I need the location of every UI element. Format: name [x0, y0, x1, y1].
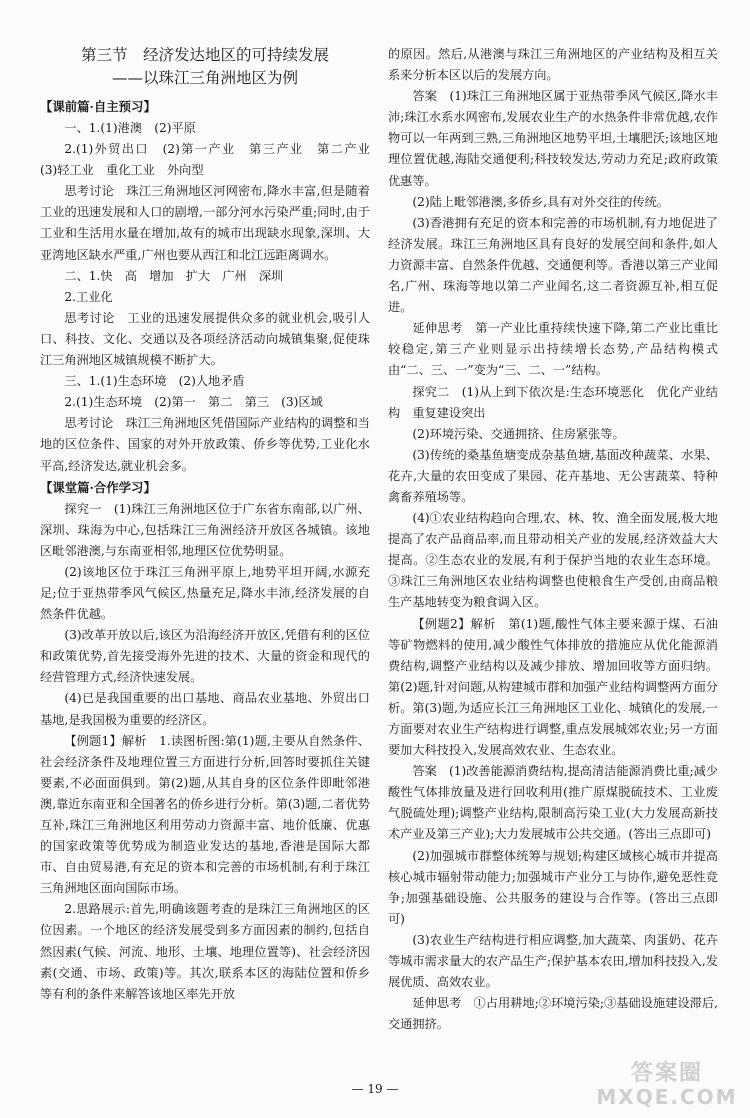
paragraph: (3)传统的桑基鱼塘变成杂基鱼塘,基面改种蔬菜、水果、花卉,大量的农田变成了果园、花卉基地、无公害蔬菜、特种禽畜养殖场等。 [388, 447, 718, 504]
section-title: 第三节 经济发达地区的可持续发展 [80, 46, 329, 64]
paragraph: (2)加强城市群整体统筹与规划;构建区域核心城市并提高核心城市辐射带动能力;加强城市产业分工与协作,避免恶性竞争;加强基础设施、公共服务的建设与合作等。(答出三点即可) [388, 848, 718, 926]
paragraph: (4)已是我国重要的出口基地、商品农业基地、外贸出口基地,是我国极为重要的经济区。 [40, 691, 370, 727]
paragraph: 二、1.快 高 增加 扩大 广州 深圳 [64, 268, 284, 283]
paragraph: (2)环境污染、交通拥挤、住房紧张等。 [412, 426, 625, 441]
paragraph: 的原因。然后,从港澳与珠江三角洲地区的产业结构及相互关系来分析本区以后的发展方向。 [388, 47, 718, 83]
paragraph: 一、1.(1)港澳 (2)平原 [64, 121, 196, 135]
paragraph: (3)改革开放以后,该区为沿海经济开放区,凭借有利的区位和政策优势,首先接受海外先进的技术、大量的资金和现代的经营管理方式,经济快速发展。 [40, 628, 370, 685]
paragraph: 【例题1】解析 1.读图析图:第(1)题,主要从自然条件、社会经济条件及地理位置三方面进行分析,回答时要抓住关键要素,不必面面俱到。第(2)题,从其自身的区位条件即毗邻港澳,靠近东南亚和全国著名的侨乡进行分析。第(3)题,二者优势互补,珠江三角洲地区利用劳动力资源丰富、地价低廉、优惠的国家政策等优势成为制造业发达的基地,香港是国际大都市、自由贸易港,有充足的资本和完善的市场机制,有利于珠江三角洲地区面向国际市场。 [40, 733, 370, 896]
paragraph: 延伸思考 ①占用耕地;②环境污染;③基础设施建设滞后,交通拥挤。 [388, 996, 718, 1032]
paragraph: 探究一 (1)珠江三角洲地区位于广东省东南部,以广州、深圳、珠海为中心,包括珠江三角洲经济开放区各城镇。该地区毗邻港澳,与东南亚相邻,地理区位优势明显。 [40, 501, 370, 558]
paragraph: 思考讨论 珠江三角洲地区凭借国际产业结构的调整和当地的区位条件、国家的对外开放政策、侨乡等优势,工业化水平高,经济发达,就业机会多。 [40, 416, 370, 473]
left-column [40, 44, 383, 1005]
paragraph: 探究二 (1)从上到下依次是:生态环境恶化 优化产业结构 重复建设突出 [388, 384, 718, 420]
paragraph: 延伸思考 第一产业比重持续快速下降,第二产业比重比较稳定,第三产业则显示出持续增长态势,产品结构模式由“二、三、一”变为“三、二、一”结构。 [388, 321, 718, 378]
paragraph: 2.思路展示:首先,明确该题考查的是珠江三角洲地区的区位因素。一个地区的经济发展受到多方面因素的制约,包括自然因素(气候、河流、地形、土壤、地理位置等)、社会经济因素(交通、市场、政策)等。其次,联系本区的海陆位置和侨乡等有利的条件来解答该地区率先开放 [40, 902, 370, 1001]
page-number: — 19 — [351, 1082, 399, 1096]
paragraph: 2.(1)生态环境 (2)第一 第二 第三 (3)区域 [64, 395, 323, 410]
watermark-url: MXQE.COM [596, 1085, 738, 1109]
paragraph: (3)香港拥有充足的资本和完善的市场机制,有力地促进了经济发展。珠江三角洲地区具有良好的发展空间和条件,如人力资源丰富、自然条件优越、交通便利等。香港以第三产业闻名,广州、珠海等地以第二产业闻名,这二者资源互补,相互促进。 [388, 215, 718, 315]
watermark-logo [592, 1062, 742, 1108]
paragraph: (3)农业生产结构进行相应调整,加大蔬菜、肉蛋奶、花卉等城市需求量大的农产品生产;保护基本农田,增加科技投入,发展优质、高效农业。 [388, 932, 718, 990]
section-subtitle: ——以珠江三角洲地区为例 [111, 69, 298, 87]
right-column [388, 44, 718, 1035]
section-heading: 【课前篇·自主预习】 [40, 99, 156, 114]
paragraph: 思考讨论 珠江三角洲地区河网密布,降水丰富,但是随着工业的迅速发展和人口的剧增,一部分河水污染严重;同时,由于工业和生活用水量在增加,故有的城市出现缺水现象,深圳、大亚湾地区缺水严重,广州也要从西江和北江远距离调水。 [40, 184, 370, 262]
paragraph: (2)该地区位于珠江三角洲平原上,地势平坦开阔,水源充足;位于亚热带季风气候区,热量充足,降水丰沛,经济发展的自然条件优越。 [40, 564, 370, 622]
section-heading: 【课堂篇·合作学习】 [40, 479, 156, 495]
paragraph: 2.(1)外贸出口 (2)第一产业 第三产业 第二产业 (3)轻工业 重化工业 外向型 [40, 142, 383, 178]
paragraph: (4)①农业结构趋向合理,农、林、牧、渔全面发展,极大地提高了农产品商品率,而且带动相关产业的发展,经济效益大大提高。②生态农业的发展,有利于保护当地的农业生态环境。③珠江三角洲地区农业结构调整也使粮食生产受创,由商品粮生产基地转变为粮食调入区。 [388, 511, 718, 610]
paragraph: 【例题2】解析 第(1)题,酸性气体主要来源于煤、石油等矿物燃料的使用,减少酸性气体排放的措施应从优化能源消费结构,调整产业结构以及减少排放、增加回收等方面归纳。第(2)题,针对问题,从构建城市群和加强产业结构调整两方面分析。第(3)题,为适应长江三角洲地区工业化、城镇化的发展,一方面要对农业生产结构进行调整,重点发展城郊农业;另一方面要加大科技投入,发展高效农业、生态农业。 [388, 616, 718, 758]
paragraph: 答案 (1)改善能源消费结构,提高清洁能源消费比重;减少酸性气体排放量及进行回收利用(推广原煤脱硫技术、工业废气脱硫处理);调整产业结构,限制高污染工业(大力发展高新技术产业及第三产业);大力发展城市公共交通。(答出三点即可) [388, 764, 718, 842]
paragraph: 思考讨论 工业的迅速发展提供众多的就业机会,吸引人口、科技、文化、交通以及各项经济活动向城镇集聚,促使珠江三角洲地区城镇规模不断扩大。 [40, 310, 370, 368]
watermark-text: 答案圈 [630, 1061, 703, 1086]
paragraph: 三、1.(1)生态环境 (2)人地矛盾 [64, 374, 245, 389]
paragraph: 答案 (1)珠江三角洲地区属于亚热带季风气候区,降水丰沛;珠江水系水网密布,发展农业生产的水热条件非常优越,农作物可以一年两到三熟,三角洲地区地势平坦,土壤肥沃;该地区地理位置优越,海陆交通便利;科技较发达,劳动力充足;政府政策优惠等。 [388, 89, 718, 188]
paragraph: (2)陆上毗邻港澳,多侨乡,具有对外交往的传统。 [412, 194, 669, 209]
paragraph: 2.工业化 [64, 289, 113, 304]
